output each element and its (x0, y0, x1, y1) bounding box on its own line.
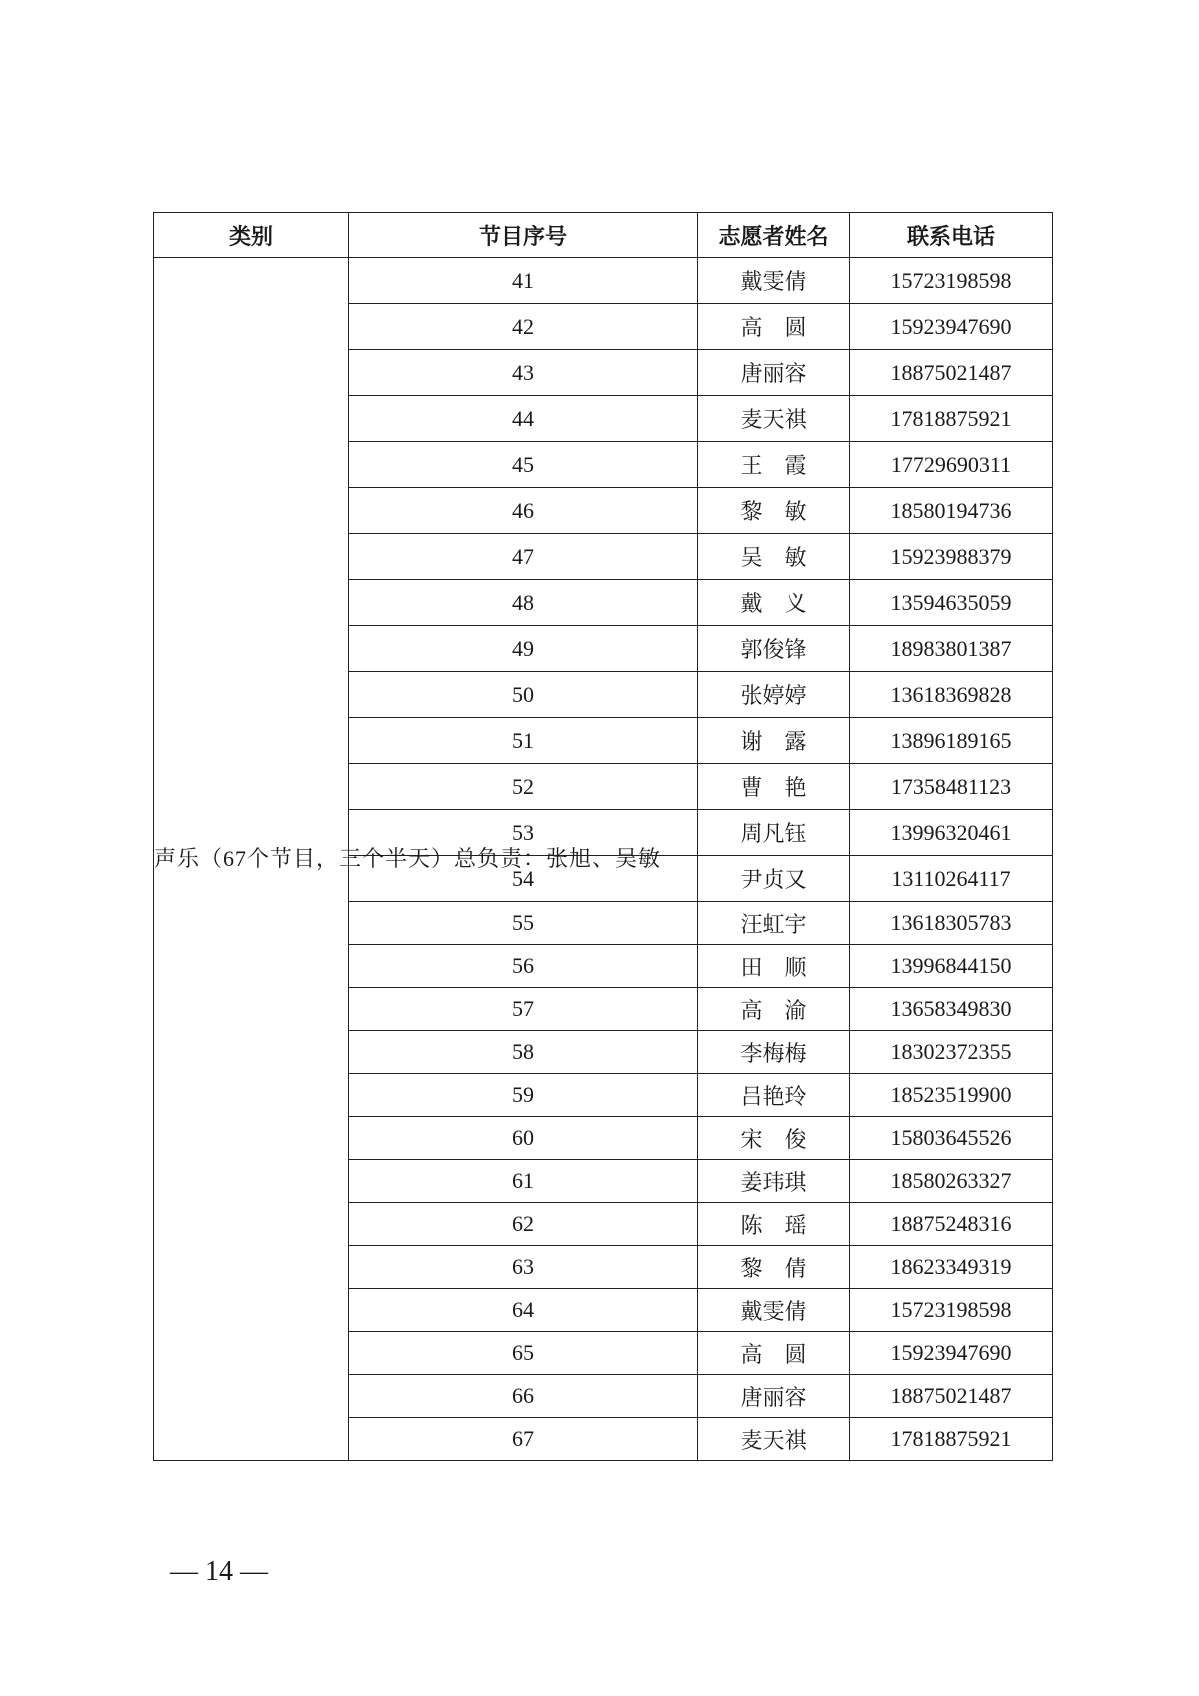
volunteer-name-cell: 李梅梅 (698, 1031, 850, 1074)
phone-cell: 13996844150 (850, 945, 1053, 988)
volunteer-name-cell: 戴雯倩 (698, 1289, 850, 1332)
volunteer-name-cell: 曹 艳 (698, 764, 850, 810)
phone-cell: 18875248316 (850, 1203, 1053, 1246)
phone-cell: 13618369828 (850, 672, 1053, 718)
table-row (154, 258, 1053, 304)
program-number-cell: 51 (349, 718, 698, 764)
phone-cell: 15803645526 (850, 1117, 1053, 1160)
volunteer-name-cell: 郭俊锋 (698, 626, 850, 672)
program-number-cell: 66 (349, 1375, 698, 1418)
program-number-cell: 44 (349, 396, 698, 442)
program-number-cell: 52 (349, 764, 698, 810)
program-number-cell: 55 (349, 902, 698, 945)
volunteer-name-cell: 高 圆 (698, 304, 850, 350)
volunteer-name-cell: 田 顺 (698, 945, 850, 988)
phone-cell: 13618305783 (850, 902, 1053, 945)
phone-cell: 17818875921 (850, 396, 1053, 442)
volunteer-name-cell: 麦天祺 (698, 396, 850, 442)
header-phone: 联系电话 (850, 213, 1053, 258)
volunteer-name-cell: 陈 瑶 (698, 1203, 850, 1246)
program-number-cell: 50 (349, 672, 698, 718)
volunteer-name-cell: 唐丽容 (698, 1375, 850, 1418)
phone-cell: 13996320461 (850, 810, 1053, 856)
volunteer-name-cell: 谢 露 (698, 718, 850, 764)
program-number-cell: 47 (349, 534, 698, 580)
volunteer-name-cell: 宋 俊 (698, 1117, 850, 1160)
phone-cell: 18983801387 (850, 626, 1053, 672)
phone-cell: 18875021487 (850, 1375, 1053, 1418)
volunteer-table (153, 212, 1053, 1461)
phone-cell: 13896189165 (850, 718, 1053, 764)
phone-cell: 18302372355 (850, 1031, 1053, 1074)
program-number-cell: 53 (349, 810, 698, 856)
volunteer-name-cell: 高 圆 (698, 1332, 850, 1375)
header-row (154, 213, 1053, 258)
program-number-cell: 48 (349, 580, 698, 626)
volunteer-name-cell: 吕艳玲 (698, 1074, 850, 1117)
volunteer-name-cell: 王 霞 (698, 442, 850, 488)
program-number-cell: 65 (349, 1332, 698, 1375)
header-category: 类别 (154, 213, 349, 258)
phone-cell: 18523519900 (850, 1074, 1053, 1117)
volunteer-name-cell: 黎 倩 (698, 1246, 850, 1289)
volunteer-name-cell: 吴 敏 (698, 534, 850, 580)
table-body (154, 258, 1053, 1461)
program-number-cell: 42 (349, 304, 698, 350)
phone-cell: 13110264117 (850, 856, 1053, 902)
phone-cell: 13594635059 (850, 580, 1053, 626)
program-number-cell: 67 (349, 1418, 698, 1461)
header-volunteer-name: 志愿者姓名 (698, 213, 850, 258)
phone-cell: 15923947690 (850, 304, 1053, 350)
phone-cell: 17729690311 (850, 442, 1053, 488)
category-cell: 声乐（67个节目，三个半天）总负责：张旭、吴敏 (154, 258, 349, 1461)
program-number-cell: 41 (349, 258, 698, 304)
volunteer-name-cell: 汪虹宇 (698, 902, 850, 945)
header-program-number: 节目序号 (349, 213, 698, 258)
program-number-cell: 64 (349, 1289, 698, 1332)
phone-cell: 15923947690 (850, 1332, 1053, 1375)
phone-cell: 17818875921 (850, 1418, 1053, 1461)
volunteer-name-cell: 戴雯倩 (698, 258, 850, 304)
volunteer-table-container (153, 212, 1053, 1461)
phone-cell: 13658349830 (850, 988, 1053, 1031)
page-number: — 14 — (170, 1556, 268, 1587)
volunteer-name-cell: 戴 义 (698, 580, 850, 626)
volunteer-name-cell: 尹贞又 (698, 856, 850, 902)
volunteer-name-cell: 黎 敏 (698, 488, 850, 534)
volunteer-name-cell: 张婷婷 (698, 672, 850, 718)
volunteer-name-cell: 周凡钰 (698, 810, 850, 856)
program-number-cell: 56 (349, 945, 698, 988)
program-number-cell: 57 (349, 988, 698, 1031)
program-number-cell: 59 (349, 1074, 698, 1117)
phone-cell: 17358481123 (850, 764, 1053, 810)
program-number-cell: 49 (349, 626, 698, 672)
volunteer-name-cell: 姜玮琪 (698, 1160, 850, 1203)
program-number-cell: 61 (349, 1160, 698, 1203)
phone-cell: 18580263327 (850, 1160, 1053, 1203)
program-number-cell: 45 (349, 442, 698, 488)
program-number-cell: 60 (349, 1117, 698, 1160)
volunteer-name-cell: 麦天祺 (698, 1418, 850, 1461)
volunteer-name-cell: 唐丽容 (698, 350, 850, 396)
phone-cell: 15723198598 (850, 258, 1053, 304)
phone-cell: 18875021487 (850, 350, 1053, 396)
program-number-cell: 63 (349, 1246, 698, 1289)
program-number-cell: 62 (349, 1203, 698, 1246)
volunteer-name-cell: 高 渝 (698, 988, 850, 1031)
phone-cell: 15923988379 (850, 534, 1053, 580)
phone-cell: 15723198598 (850, 1289, 1053, 1332)
phone-cell: 18580194736 (850, 488, 1053, 534)
program-number-cell: 58 (349, 1031, 698, 1074)
program-number-cell: 54 (349, 856, 698, 902)
phone-cell: 18623349319 (850, 1246, 1053, 1289)
program-number-cell: 46 (349, 488, 698, 534)
program-number-cell: 43 (349, 350, 698, 396)
